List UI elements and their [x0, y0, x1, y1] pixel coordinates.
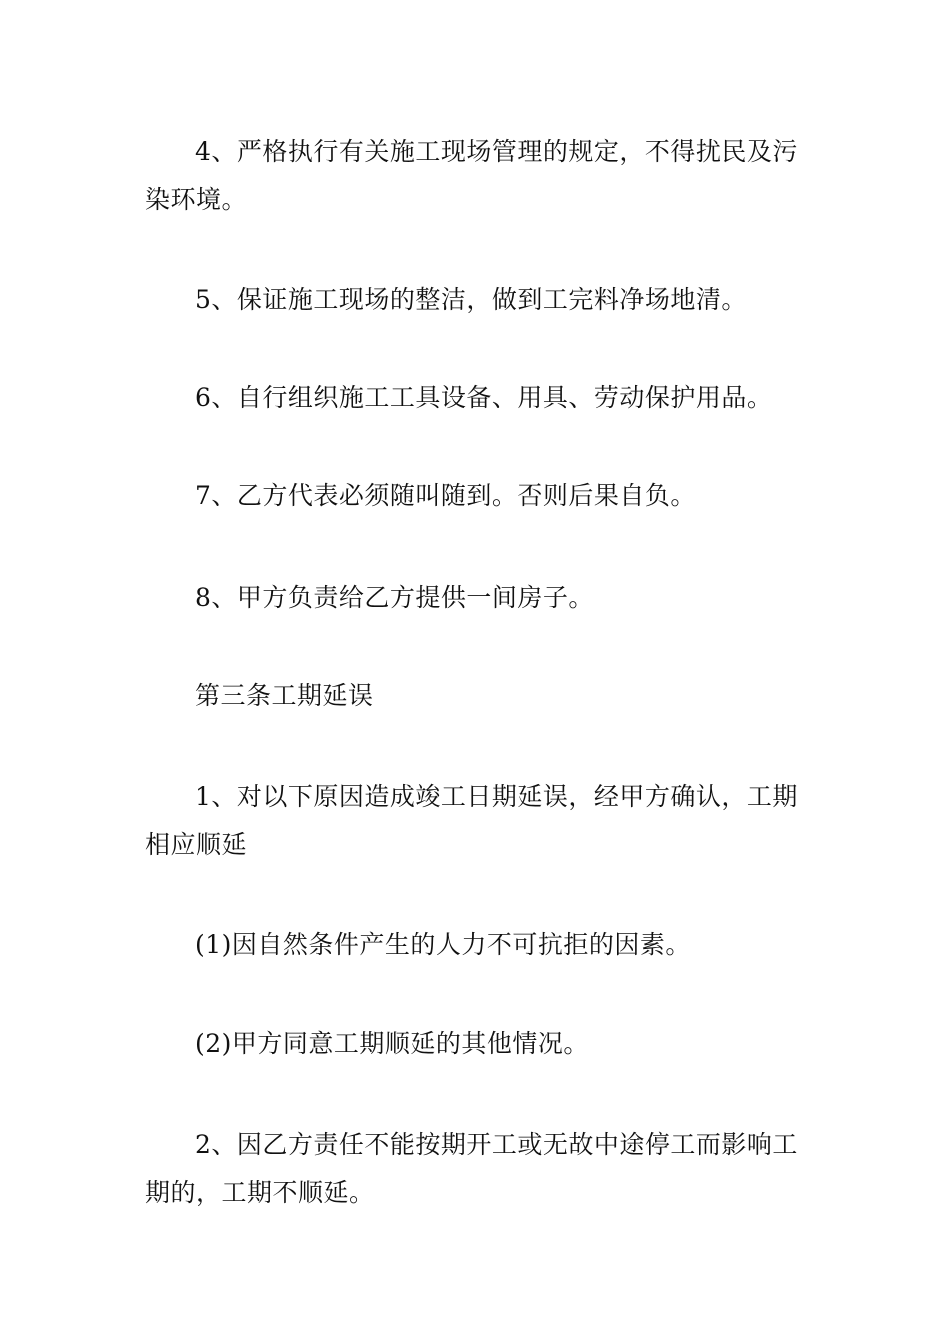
- clause-item-7: 7、乙方代表必须随叫随到。否则后果自负。: [195, 481, 696, 510]
- clause-item-5: 5、保证施工现场的整洁，做到工完料净场地清。: [195, 285, 747, 314]
- delay-clause-2: 2、因乙方责任不能按期开工或无故中途停工而影响工期的，工期不顺延。: [145, 1130, 798, 1207]
- clause-item-4: 4、严格执行有关施工现场管理的规定，不得扰民及污染环境。: [145, 137, 798, 214]
- delay-clause-1: 1、对以下原因造成竣工日期延误，经甲方确认，工期相应顺延: [145, 782, 798, 859]
- section-heading: 第三条工期延误: [195, 681, 374, 710]
- clause-item-6: 6、自行组织施工工具设备、用具、劳动保护用品。: [195, 383, 773, 412]
- delay-subclause-1: (1)因自然条件产生的人力不可抗拒的因素。: [195, 930, 691, 959]
- clause-item-8: 8、甲方负责给乙方提供一间房子。: [195, 583, 594, 612]
- delay-subclause-2: (2)甲方同意工期顺延的其他情况。: [195, 1029, 589, 1058]
